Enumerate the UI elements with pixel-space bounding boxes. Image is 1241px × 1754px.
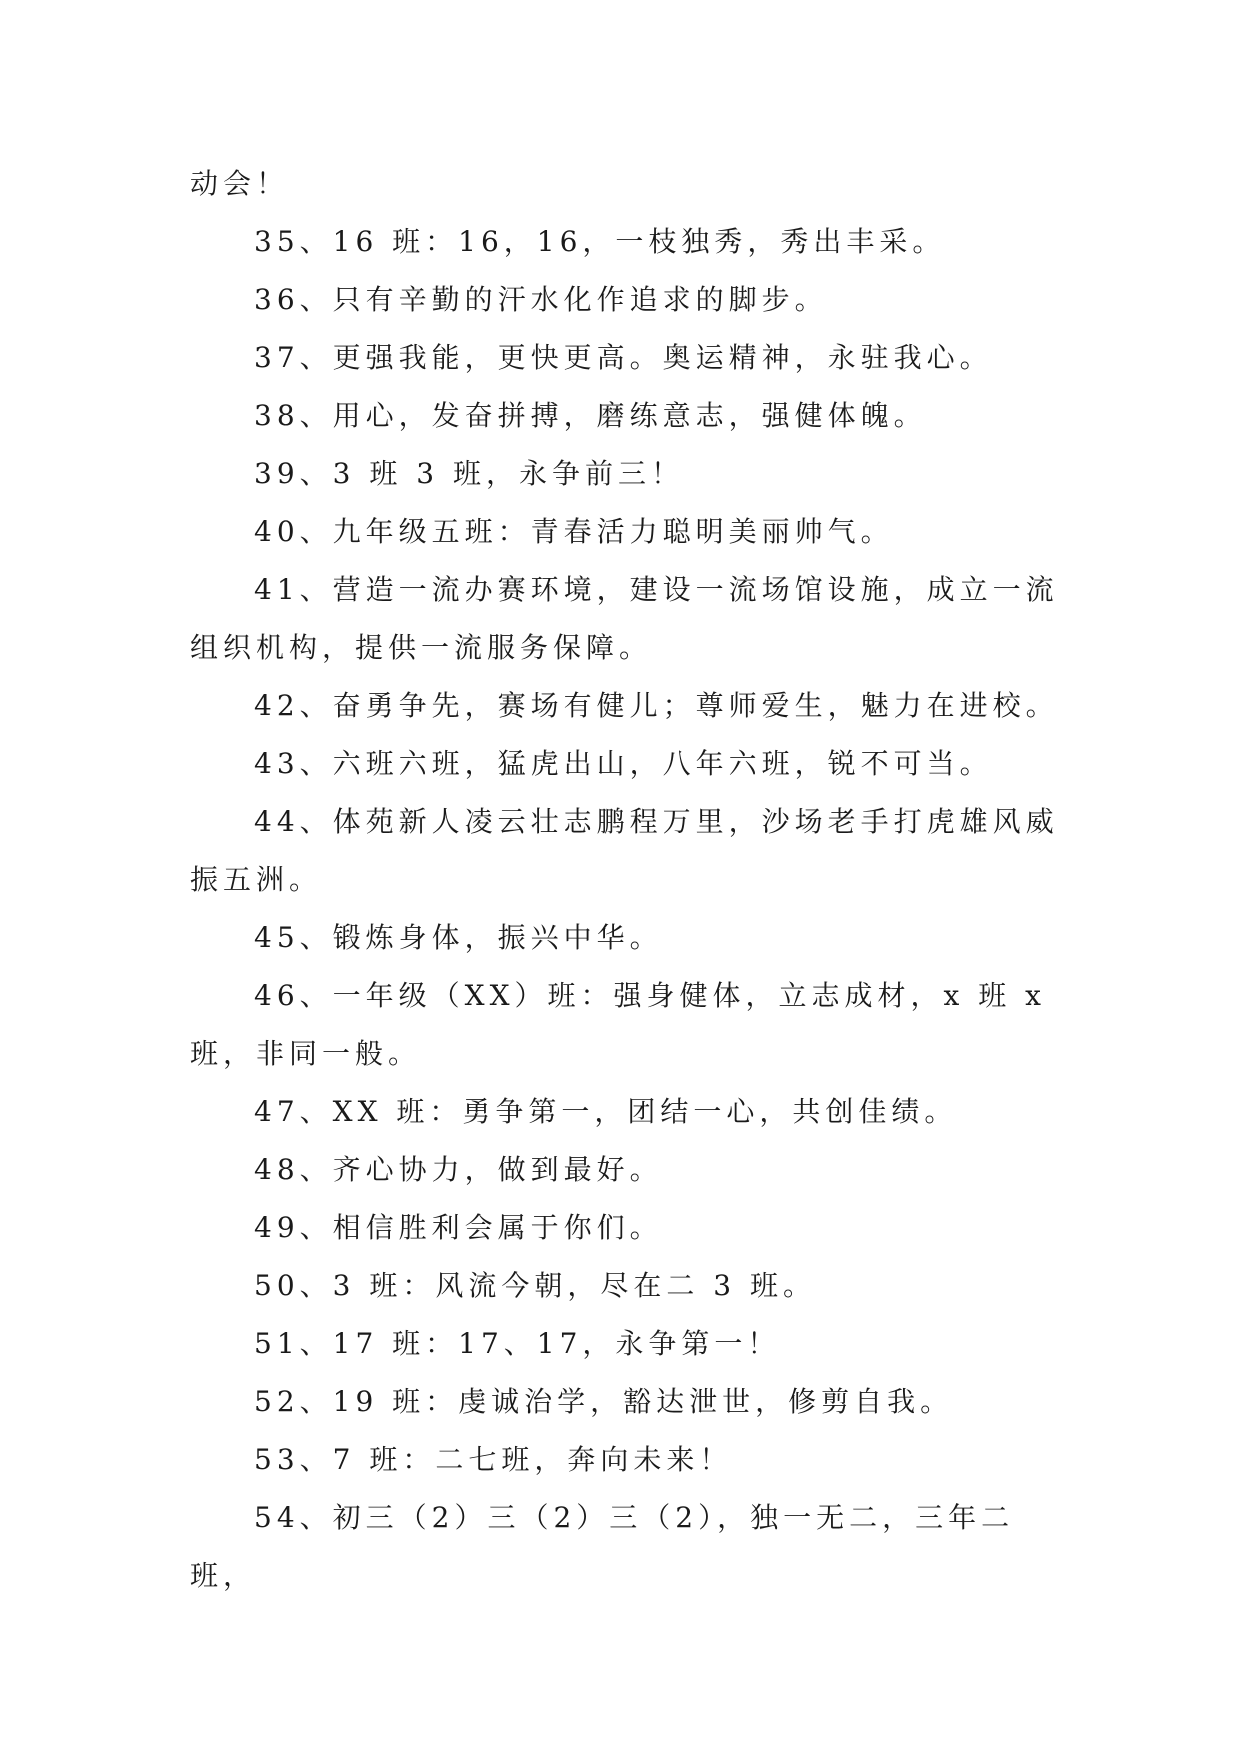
slogan-46: 46、一年级（XX）班：强身健体，立志成材，x 班 x 班，非同一般。: [190, 979, 1060, 1070]
document-body: [190, 155, 1070, 1605]
slogan-51: 51、17 班：17、17，永争第一！: [254, 1327, 781, 1360]
slogan-39: 39、3 班 3 班，永争前三！: [254, 457, 684, 490]
paragraph-continuation: 动会！: [190, 167, 290, 200]
slogan-35: 35、16 班：16，16，一枝独秀，秀出丰采。: [254, 225, 946, 258]
slogan-54: 54、初三（2）三（2）三（2），独一无二，三年二班，: [190, 1501, 1015, 1592]
slogan-36: 36、只有辛勤的汗水化作追求的脚步。: [254, 283, 828, 316]
slogan-52: 52、19 班：虔诚治学，豁达泄世，修剪自我。: [254, 1385, 954, 1418]
slogan-50: 50、3 班：风流今朝，尽在二 3 班。: [254, 1269, 816, 1302]
slogan-48: 48、齐心协力，做到最好。: [254, 1153, 663, 1186]
slogan-40: 40、九年级五班：青春活力聪明美丽帅气。: [254, 515, 894, 548]
slogan-53: 53、7 班：二七班，奔向未来！: [254, 1443, 733, 1476]
slogan-37: 37、更强我能，更快更高。奥运精神，永驻我心。: [254, 341, 993, 374]
slogan-43: 43、六班六班，猛虎出山，八年六班，锐不可当。: [254, 747, 993, 780]
slogan-44: 44、体苑新人凌云壮志鹏程万里，沙场老手打虎雄风威振五洲。: [190, 805, 1059, 896]
slogan-38: 38、用心，发奋拼搏，磨练意志，强健体魄。: [254, 399, 927, 432]
slogan-47: 47、XX 班：勇争第一，团结一心，共创佳绩。: [254, 1095, 958, 1128]
slogan-42: 42、奋勇争先，赛场有健儿；尊师爱生，魅力在进校。: [254, 689, 1059, 722]
slogan-45: 45、锻炼身体，振兴中华。: [254, 921, 663, 954]
slogan-41: 41、营造一流办赛环境，建设一流场馆设施，成立一流组织机构，提供一流服务保障。: [190, 573, 1059, 664]
slogan-49: 49、相信胜利会属于你们。: [254, 1211, 663, 1244]
